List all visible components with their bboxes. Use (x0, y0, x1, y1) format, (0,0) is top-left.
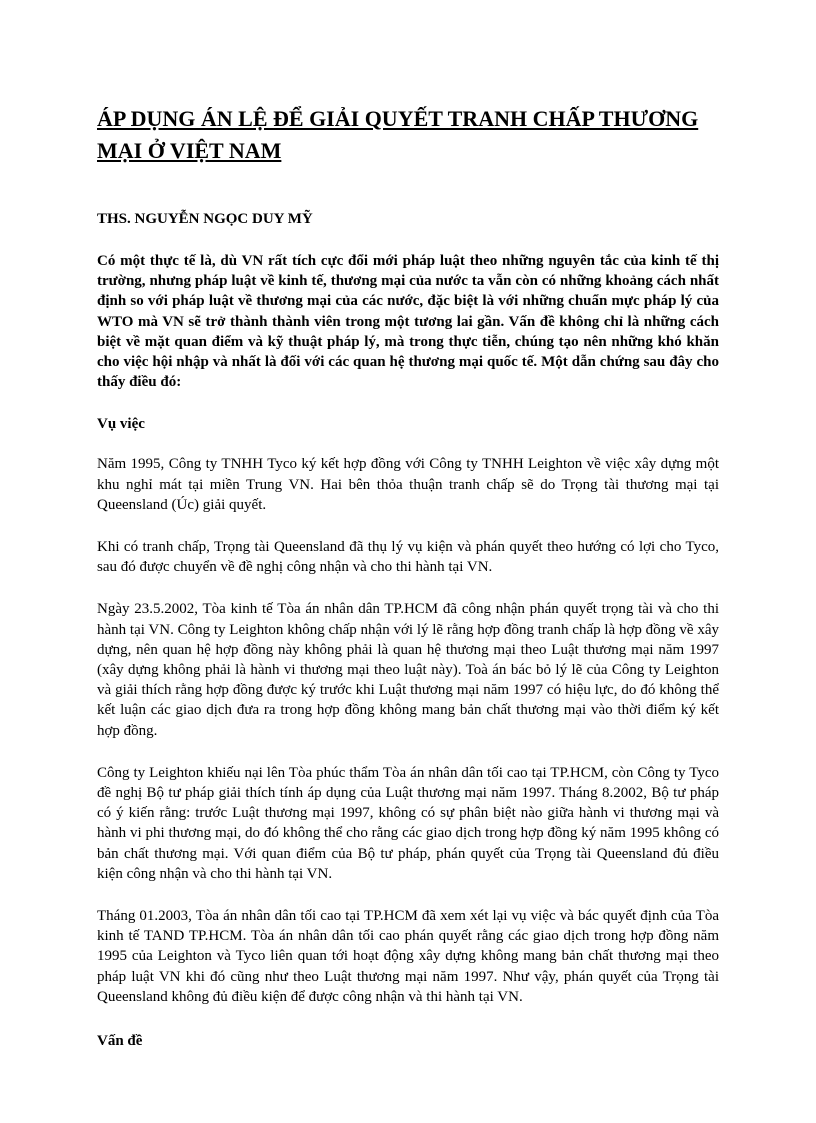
body-paragraph: Khi có tranh chấp, Trọng tài Queensland đã thụ lý vụ kiện và phán quyết theo hướng có lợi cho Tyco, sau đó được chuyển về đề nghị công nhận và cho thi hành tại VN. (97, 539, 719, 576)
lead-paragraph: Có một thực tế là, dù VN rất tích cực đổi mới pháp luật theo những nguyên tắc của kinh tế thị trường, nhưng pháp luật về kinh tế, thương mại của nước ta vẫn còn có những khoảng cách nhất định so với pháp luật về thương mại của các nước, đặc biệt là với những chuẩn mực pháp lý của WTO mà VN sẽ trở thành thành viên trong một tương lai gần. Vấn đề không chỉ là những cách biệt về mặt quan điểm và kỹ thuật pháp lý, mà trong thực tiễn, chúng tạo nên những khó khăn cho việc hội nhập và nhất là đối với các quan hệ thương mại quốc tế. Một dẫn chứng sau đây cho thấy điều đó: (97, 253, 719, 391)
author-line: THS. NGUYỄN NGỌC DUY MỸ (97, 211, 313, 227)
section-heading-issue: Vấn đề (97, 1033, 143, 1050)
document-title: ÁP DỤNG ÁN LỆ ĐỂ GIẢI QUYẾT TRANH CHẤP THƯƠNG MẠI Ở VIỆT NAM (97, 106, 699, 163)
section-heading-case: Vụ việc (97, 416, 145, 433)
document-page (97, 103, 719, 1051)
body-paragraph: Ngày 23.5.2002, Tòa kinh tế Tòa án nhân dân TP.HCM đã công nhận phán quyết trọng tài và cho thi hành tại VN. Công ty Leighton không chấp nhận với lý lẽ rằng hợp đồng tranh chấp là hợp đồng về xây dựng, nên quan hệ hợp đồng này không phải là quan hệ thương mại theo Luật thương mại năm 1997 (xây dựng không phải là hành vi thương mại theo luật này). Toà án bác bỏ lý lẽ của Công ty Leighton và giải thích rằng hợp đồng được ký trước khi Luật thương mại năm 1997 có hiệu lực, do đó không thể kết luận các giao dịch đưa ra trong hợp đồng không mang bản chất thương mại vào thời điểm ký kết hợp đồng. (97, 601, 719, 739)
body-paragraph: Năm 1995, Công ty TNHH Tyco ký kết hợp đồng với Công ty TNHH Leighton về việc xây dựng một khu nghỉ mát tại miền Trung VN. Hai bên thỏa thuận tranh chấp sẽ do Trọng tài thương mại tại Queensland (Úc) giải quyết. (97, 456, 719, 513)
body-paragraph: Tháng 01.2003, Tòa án nhân dân tối cao tại TP.HCM đã xem xét lại vụ việc và bác quyết định của Tòa kinh tế TAND TP.HCM. Tòa án nhân dân tối cao phán quyết rằng các giao dịch trong hợp đồng năm 1995 của Leighton và Tyco liên quan tới hoạt động xây dựng không mang bản chất thương mại theo pháp luật VN khi đó cũng như theo Luật thương mại năm 1997. Như vậy, phán quyết của Trọng tài Queensland không đủ điều kiện để được công nhận và thi hành tại VN. (97, 908, 719, 1005)
body-paragraph: Công ty Leighton khiếu nại lên Tòa phúc thẩm Tòa án nhân dân tối cao tại TP.HCM, còn Công ty Tyco đề nghị Bộ tư pháp giải thích tính áp dụng của Luật thương mại năm 1997. Tháng 8.2002, Bộ tư pháp có ý kiến rằng: trước Luật thương mại 1997, không có sự phân biệt nào giữa hành vi thương mại và hành vi phi thương mại, do đó không thể cho rằng các giao dịch trong hợp đồng ký năm 1995 không có bản chất thương mại. Với quan điểm của Bộ tư pháp, phán quyết của Trọng tài Queensland đủ điều kiện công nhận và cho thi hành tại VN. (97, 764, 719, 882)
